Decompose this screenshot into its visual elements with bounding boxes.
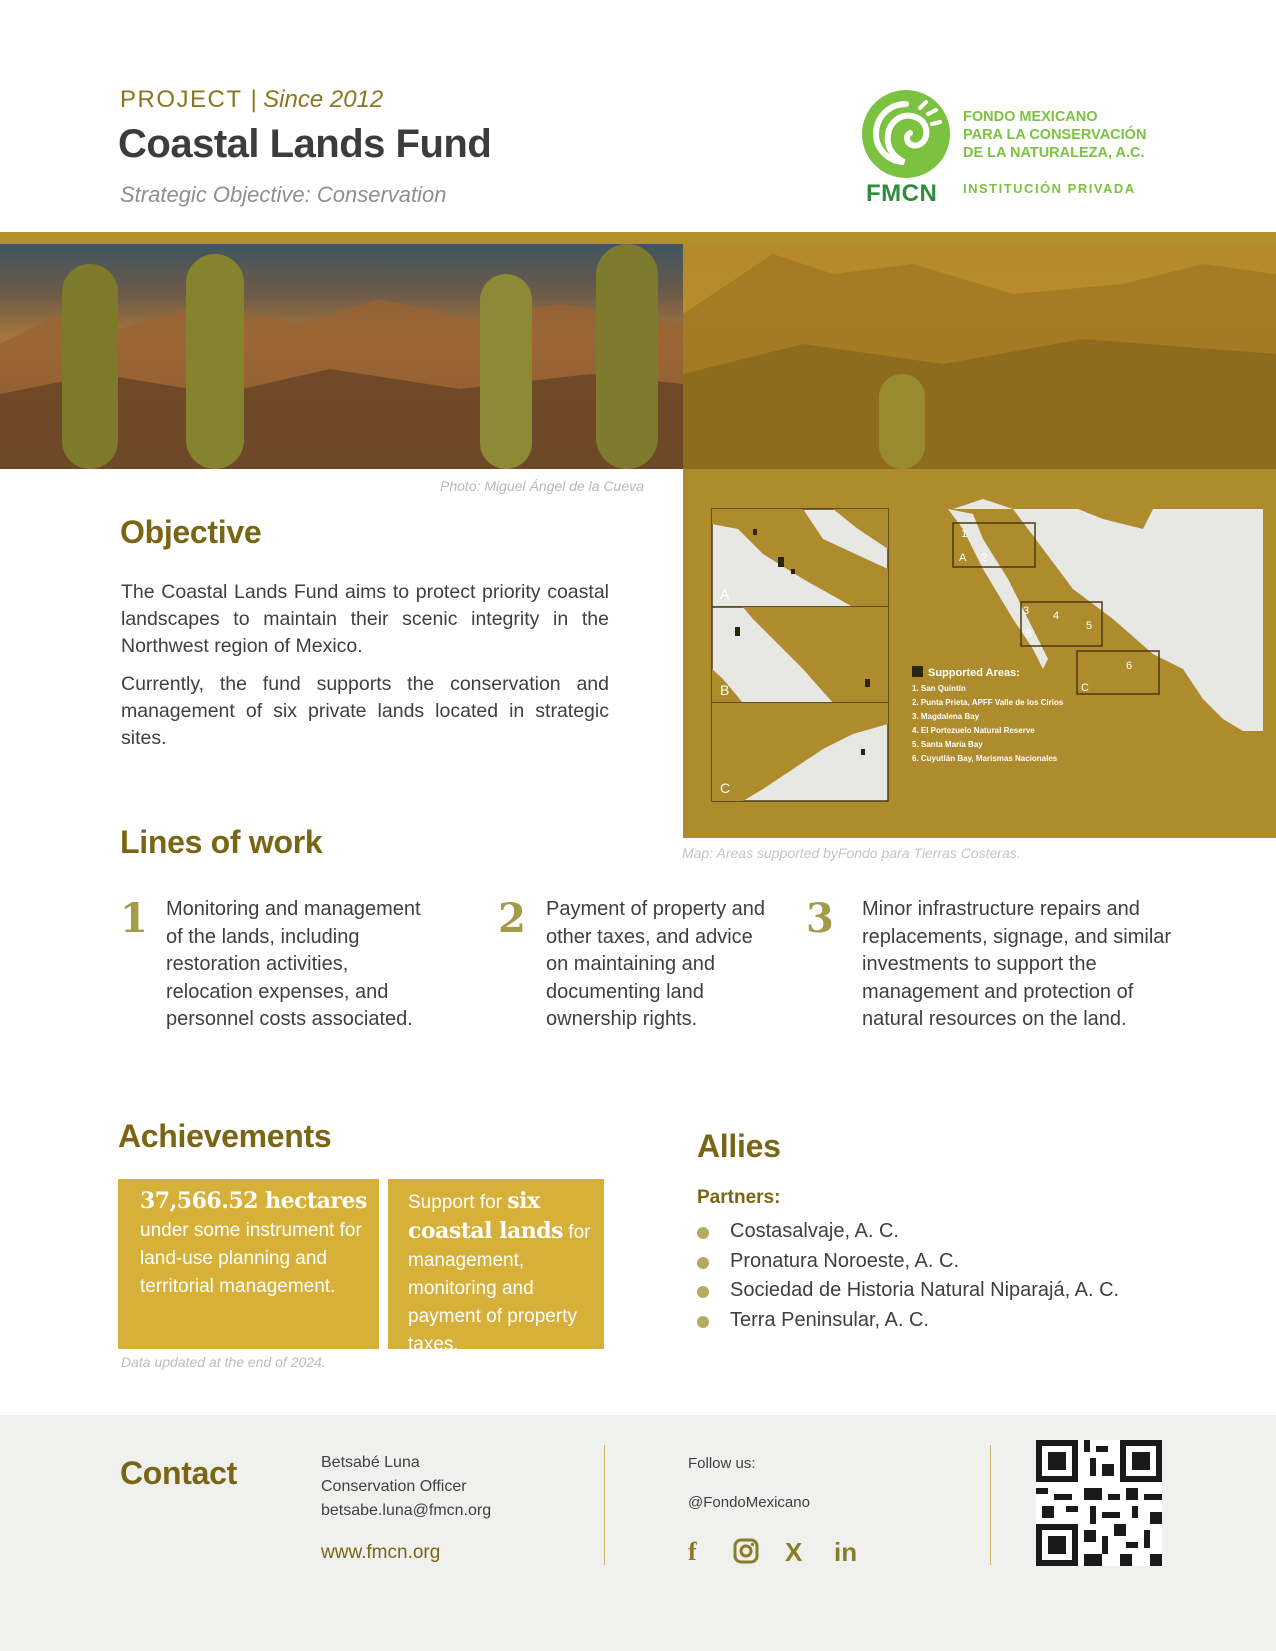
- map-panel-label: B: [720, 682, 730, 698]
- supported-areas-map: [683, 469, 1276, 838]
- social-handle: @FondoMexicano: [688, 1494, 810, 1511]
- page-title: Coastal Lands Fund: [118, 122, 492, 166]
- logo-wordmark: [963, 108, 1146, 162]
- bullet-icon: [697, 1257, 709, 1269]
- map-panel-label: A: [720, 586, 730, 602]
- line-of-work-number: 3: [806, 895, 834, 942]
- linkedin-icon[interactable]: in: [834, 1537, 858, 1567]
- partner-name: Pronatura Noroeste, A. C.: [730, 1249, 960, 1272]
- follow-label: Follow us:: [688, 1455, 756, 1472]
- logo-line: FONDO MEXICANO: [963, 109, 1098, 125]
- achievement-text: for management, monitoring and payment of property taxes.: [408, 1222, 591, 1355]
- data-update-note: Data updated at the end of 2024.: [121, 1354, 326, 1370]
- partner-name: Terra Peninsular, A. C.: [730, 1308, 929, 1331]
- achievements-heading: Achievements: [118, 1118, 332, 1154]
- allies-heading: Allies: [697, 1128, 781, 1164]
- partners-list: [697, 1217, 1119, 1335]
- bullet-icon: [697, 1227, 709, 1239]
- line-of-work-text: Minor infrastructure repairs and replacements, signage, and similar investments to support the management and protection of natural resources on the land.: [862, 898, 1172, 1030]
- map-credit: Map: Areas supported byFondo para Tierras Costeras.: [682, 845, 1021, 861]
- bullet-icon: [697, 1316, 709, 1328]
- achievement-lands-box: [388, 1179, 604, 1355]
- map-legend-item: 6. Cuyutlán Bay, Marismas Nacionales: [912, 754, 1058, 763]
- logo-line: PARA LA CONSERVACIÓN: [963, 127, 1147, 143]
- footer-divider: [604, 1445, 605, 1565]
- map-marker-label: 2: [981, 552, 988, 564]
- since-year: | Since 2012: [250, 86, 384, 113]
- project-label: [120, 86, 383, 114]
- map-legend-item: 1. San Quintín: [912, 684, 966, 693]
- footer-divider: [990, 1445, 991, 1565]
- map-marker-label: 1: [961, 528, 968, 540]
- map-marker-label: 4: [1053, 610, 1060, 622]
- contact-email-link[interactable]: betsabe.luna@fmcn.org: [321, 1502, 492, 1519]
- achievement-hectares-box: [118, 1179, 379, 1349]
- map-legend-item: 4. El Portezuelo Natural Reserve: [912, 726, 1035, 735]
- cactus-landscape-photo: [0, 244, 683, 469]
- contact-name: Betsabé Luna: [321, 1454, 420, 1471]
- logo-abbreviation: FMCN: [866, 180, 938, 207]
- achievement-text: under some instrument for land-use planning and territorial management.: [140, 1220, 362, 1297]
- logo-line: DE LA NATURALEZA, A.C.: [963, 145, 1145, 161]
- achievement-text: Support for: [408, 1192, 508, 1213]
- objective-paragraph: The Coastal Lands Fund aims to protect priority coastal landscapes to maintain their scenic integrity in the Northwest region of Mexico.: [121, 581, 609, 657]
- qr-code-icon[interactable]: [1036, 1440, 1162, 1566]
- partner-name: Sociedad de Historia Natural Niparajá, A. C.: [730, 1279, 1120, 1301]
- map-legend-item: 3. Magdalena Bay: [912, 712, 980, 721]
- list-item: [697, 1217, 1119, 1247]
- objective-heading: Objective: [120, 514, 262, 550]
- partners-label: Partners:: [697, 1187, 781, 1208]
- facebook-icon[interactable]: f: [688, 1537, 697, 1566]
- list-item: [697, 1306, 1119, 1336]
- map-marker-label: 3: [1023, 605, 1030, 617]
- contact-heading: Contact: [120, 1455, 238, 1491]
- bullet-icon: [697, 1286, 709, 1298]
- map-legend-title: Supported Areas:: [928, 667, 1020, 679]
- map-legend-item: 5. Santa María Bay: [912, 740, 983, 749]
- map-legend-item: 2. Punta Prieta, APFF Valle de los Cirios: [912, 698, 1064, 707]
- gold-divider: [0, 232, 1276, 244]
- line-of-work-text: Monitoring and management of the lands, including restoration activities, relocation expenses, and personnel costs associated.: [166, 898, 421, 1030]
- list-item: [697, 1247, 1119, 1277]
- logo-tagline: INSTITUCIÓN PRIVADA: [963, 181, 1136, 196]
- map-marker-label: C: [1081, 682, 1089, 694]
- map-panel-label: C: [720, 780, 731, 796]
- project-word: PROJECT: [120, 86, 243, 113]
- achievement-highlight: 37,566.52 hectares: [140, 1188, 367, 1214]
- website-link[interactable]: www.fmcn.org: [321, 1542, 441, 1563]
- line-of-work-text: Payment of property and other taxes, and advice on maintaining and documenting land ownership rights.: [546, 898, 766, 1030]
- map-marker-label: 5: [1086, 620, 1093, 632]
- instagram-icon[interactable]: [732, 1537, 760, 1572]
- objective-paragraph: Currently, the fund supports the conservation and management of six private lands located in strategic sites.: [121, 673, 609, 749]
- map-marker-label: A: [959, 552, 967, 564]
- photo-credit: Photo: Miguel Ángel de la Cueva: [440, 478, 644, 494]
- achievement-highlight: six coastal lands: [408, 1188, 564, 1244]
- map-marker-label: 6: [1126, 660, 1133, 672]
- contact-role: Conservation Officer: [321, 1478, 467, 1495]
- list-item: [697, 1276, 1119, 1306]
- lines-of-work-heading: Lines of work: [120, 824, 323, 860]
- page-subtitle: Strategic Objective: Conservation: [120, 182, 447, 207]
- x-icon[interactable]: X: [785, 1537, 803, 1567]
- line-of-work-number: 1: [120, 895, 148, 942]
- map-marker-label: B: [1025, 628, 1033, 640]
- partner-name: Costasalvaje, A. C.: [730, 1220, 899, 1242]
- mountain-landscape-photo: [683, 244, 1276, 469]
- line-of-work-number: 2: [498, 895, 526, 942]
- fmcn-logo-emblem-icon: [862, 90, 950, 178]
